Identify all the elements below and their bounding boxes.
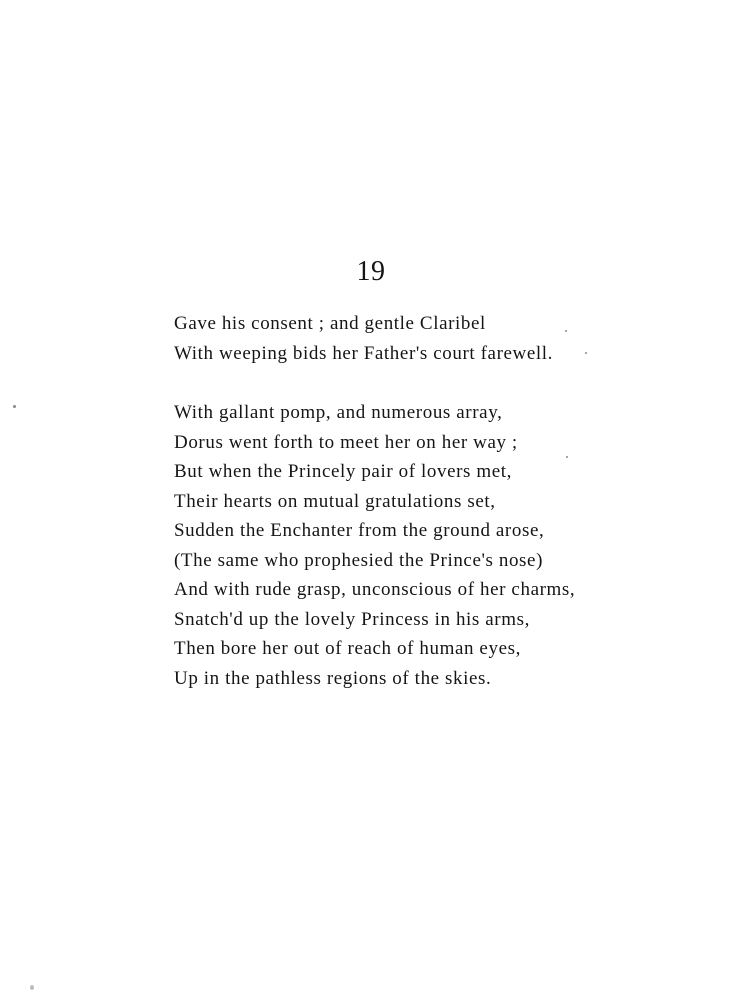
verse-line: With gallant pomp, and numerous array, [174, 402, 503, 423]
verse-line: Dorus went forth to meet her on her way ; [174, 431, 518, 453]
verse-line: Up in the pathless regions of the skies. [174, 667, 492, 689]
verse-line: But when the Princely pair of lovers met, [174, 461, 513, 482]
verse-line: Snatch'd up the lovely Princess in his arms, [174, 608, 530, 630]
paper-speck [566, 456, 568, 458]
verse-line: With weeping bids her Father's court farewell. [174, 342, 554, 364]
paper-speck [565, 330, 567, 332]
verse-line: (The same who prophesied the Prince's nose) [174, 549, 544, 571]
paper-speck [30, 985, 34, 990]
page-number: 19 [356, 256, 386, 287]
verse-line: Their hearts on mutual gratulations set, [174, 490, 496, 512]
verse-line: And with rude grasp, unconscious of her charms, [174, 579, 576, 600]
verse-line: Sudden the Enchanter from the ground arose, [174, 520, 545, 541]
verse-line: Gave his consent ; and gentle Claribel [174, 313, 486, 334]
paper-speck [13, 405, 16, 408]
paper-speck [585, 352, 587, 354]
stanza-1 [174, 309, 553, 368]
stanza-2 [174, 398, 575, 693]
verse-line: Then bore her out of reach of human eyes, [174, 638, 521, 659]
